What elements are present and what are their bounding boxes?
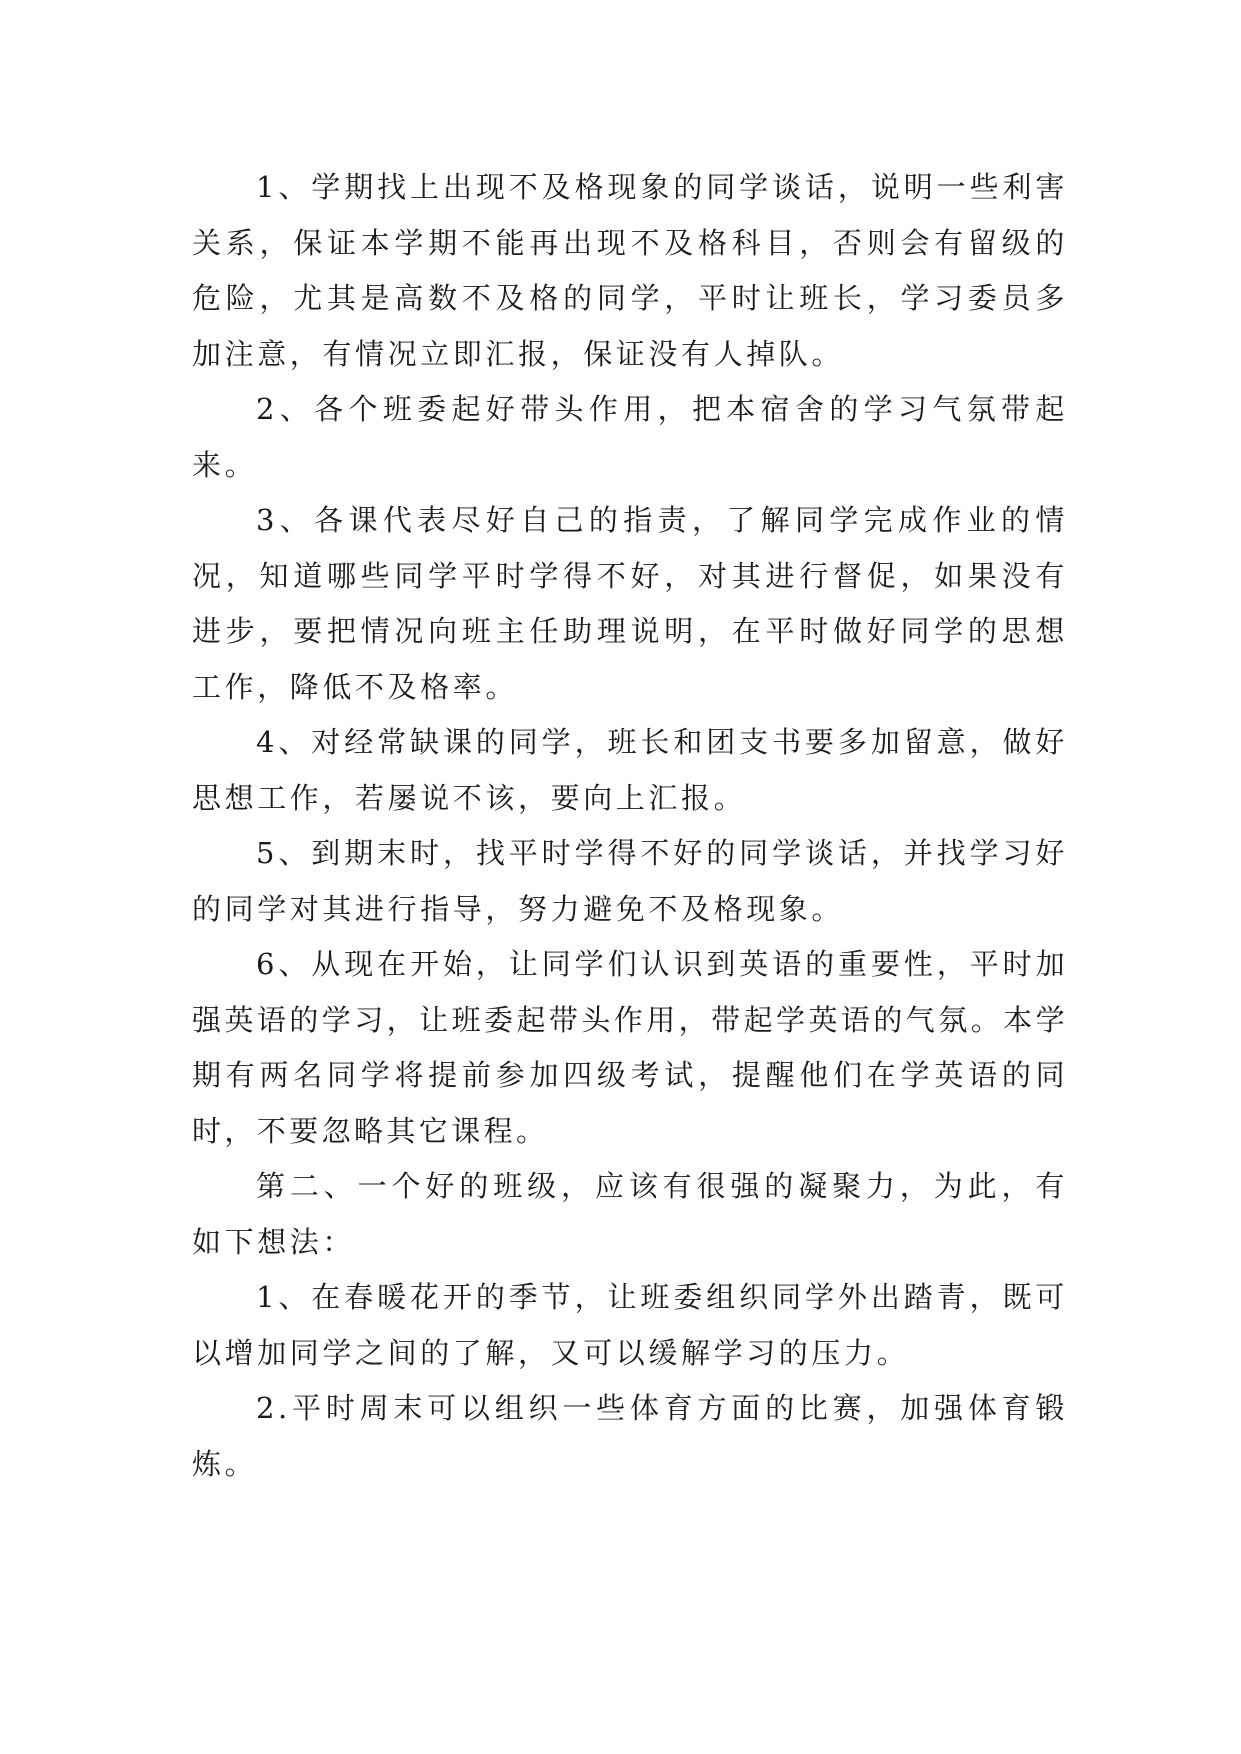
paragraph-3: 3、各课代表尽好自己的指责，了解同学完成作业的情况，知道哪些同学平时学得不好，对其进行督促，如果没有进步，要把情况向班主任助理说明，在平时做好同学的思想工作，降低不及格率。 — [192, 503, 1068, 704]
paragraph-9: 2.平时周末可以组织一些体育方面的比赛，加强体育锻炼。 — [192, 1391, 1068, 1481]
paragraph-1: 1、学期找上出现不及格现象的同学谈话，说明一些利害关系，保证本学期不能再出现不及格科目，否则会有留级的危险，尤其是高数不及格的同学，平时让班长，学习委员多加注意，有情况立即汇报，保证没有人掉队。 — [192, 170, 1068, 371]
paragraph-7: 第二、一个好的班级，应该有很强的凝聚力，为此，有如下想法： — [192, 1169, 1068, 1259]
paragraph-2: 2、各个班委起好带头作用，把本宿舍的学习气氛带起来。 — [192, 392, 1068, 482]
paragraph-6: 6、从现在开始，让同学们认识到英语的重要性，平时加强英语的学习，让班委起带头作用，带起学英语的气氛。本学期有两名同学将提前参加四级考试，提醒他们在学英语的同时，不要忽略其它课程。 — [192, 947, 1068, 1148]
paragraph-4: 4、对经常缺课的同学，班长和团支书要多加留意，做好思想工作，若屡说不该，要向上汇报。 — [192, 725, 1068, 815]
document-body — [192, 160, 1068, 1492]
paragraph-8: 1、在春暖花开的季节，让班委组织同学外出踏青，既可以增加同学之间的了解，又可以缓解学习的压力。 — [192, 1280, 1068, 1370]
paragraph-5: 5、到期末时，找平时学得不好的同学谈话，并找学习好的同学对其进行指导，努力避免不及格现象。 — [192, 836, 1068, 926]
